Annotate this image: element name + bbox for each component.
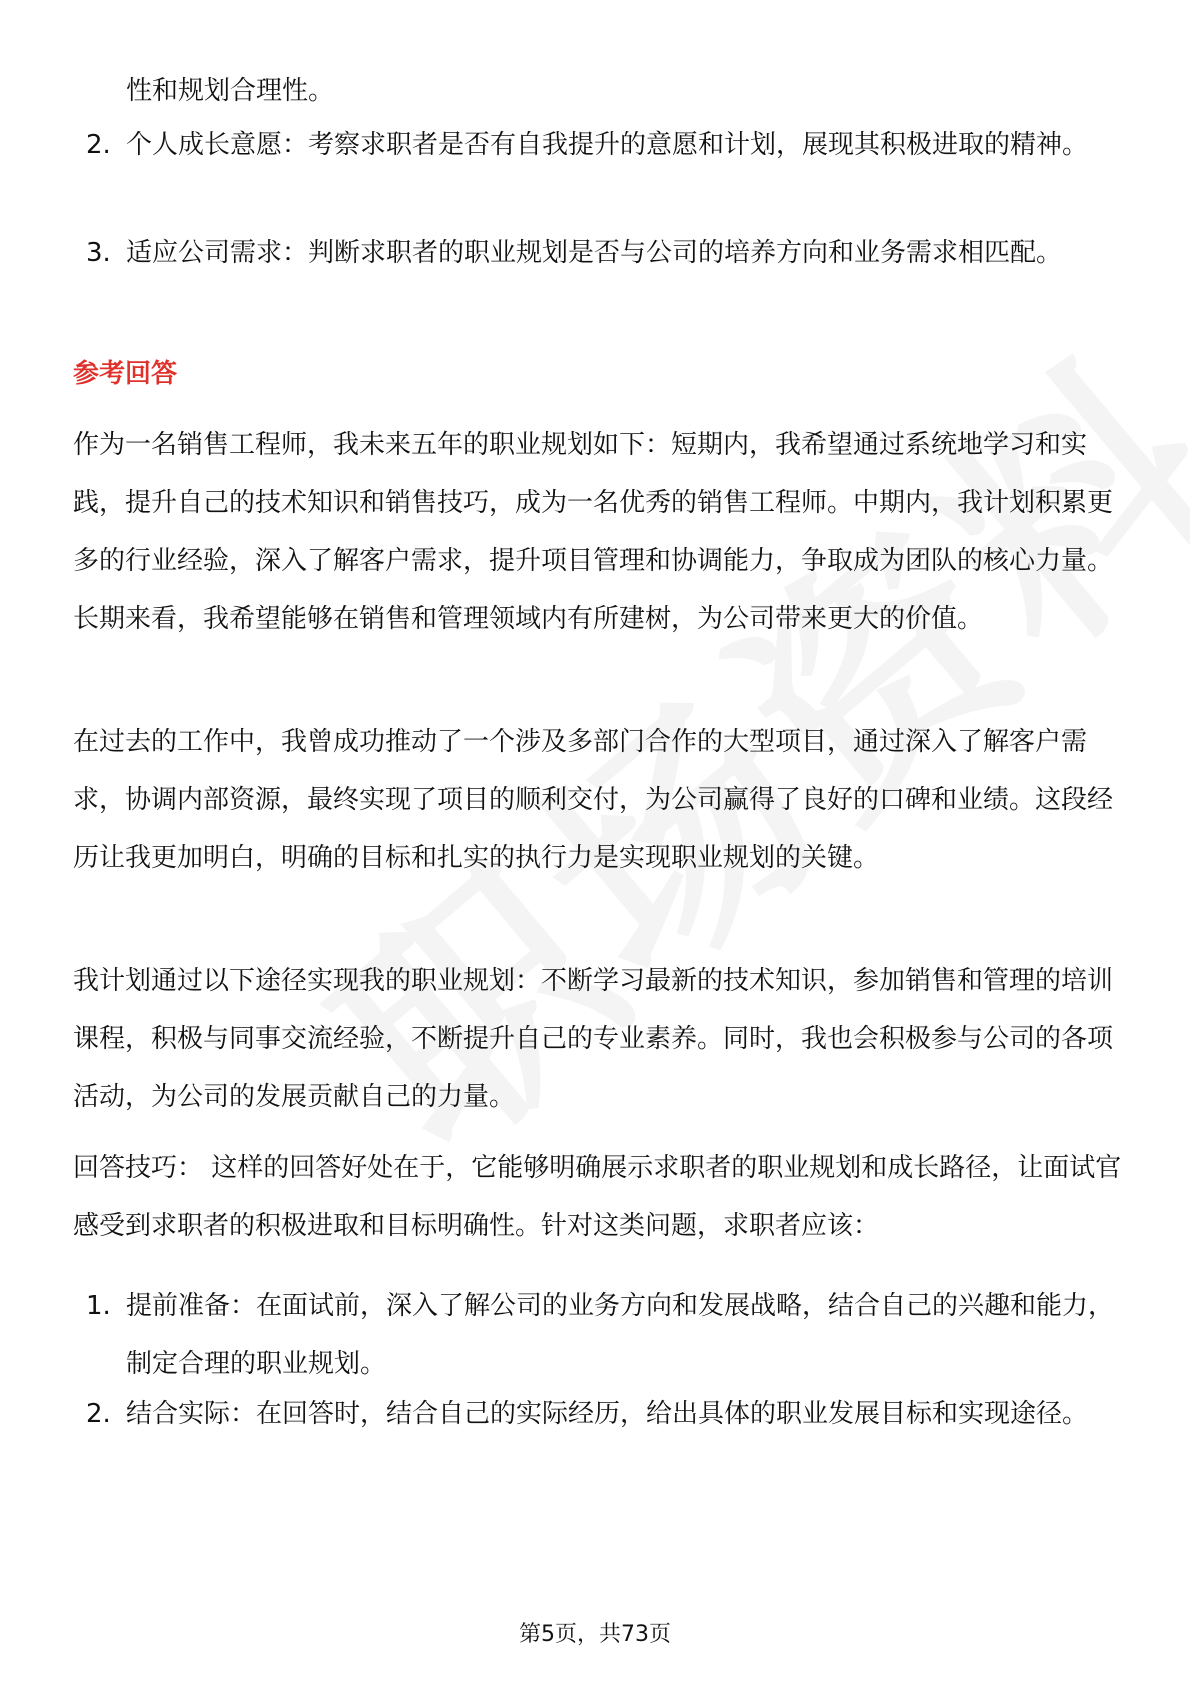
list-number: 2.	[86, 1399, 111, 1429]
list-text: 个人成长意愿：考察求职者是否有自我提升的意愿和计划，展现其积极进取的精神。	[126, 130, 1089, 160]
list-item-continuation: 性和规划合理性。	[126, 76, 335, 106]
paragraph: 我计划通过以下途径实现我的职业规划：不断学习最新的技术知识，参加销售和管理的培训课程，积极与同事交流经验，不断提升自己的专业素养。同时，我也会积极参与公司的各项活动，为公司的发展贡献自己的力量。	[73, 966, 1114, 1112]
list-item	[86, 1277, 1126, 1393]
paragraph: 回答技巧： 这样的回答好处在于，它能够明确展示求职者的职业规划和成长路径，让面试官感受到求职者的积极进取和目标明确性。针对这类问题，求职者应该：	[73, 1153, 1122, 1241]
paragraph: 作为一名销售工程师，我未来五年的职业规划如下：短期内，我希望通过系统地学习和实践，提升自己的技术知识和销售技巧，成为一名优秀的销售工程师。中期内，我计划积累更多的行业经验，深入了解客户需求，提升项目管理和协调能力，争取成为团队的核心力量。长期来看，我希望能够在销售和管理领域内有所建树，为公司带来更大的价值。	[73, 430, 1114, 634]
list-text: 结合实际：在回答时，结合自己的实际经历，给出具体的职业发展目标和实现途径。	[126, 1399, 1089, 1429]
list-number: 2.	[86, 130, 111, 160]
paragraph: 在过去的工作中，我曾成功推动了一个涉及多部门合作的大型项目，通过深入了解客户需求，协调内部资源，最终实现了项目的顺利交付，为公司赢得了良好的口碑和业绩。这段经历让我更加明白，明确的目标和扎实的执行力是实现职业规划的关键。	[73, 727, 1114, 873]
section-heading: 参考回答	[73, 359, 178, 389]
list-number: 3.	[86, 238, 111, 268]
list-number: 1.	[86, 1291, 111, 1321]
list-text: 适应公司需求：判断求职者的职业规划是否与公司的培养方向和业务需求相匹配。	[126, 238, 1063, 268]
page-number: 第5页，共73页	[519, 1622, 671, 1647]
list-item	[86, 116, 1126, 174]
list-item	[86, 1385, 1126, 1443]
list-item	[86, 224, 1126, 282]
list-text: 提前准备：在面试前，深入了解公司的业务方向和发展战略，结合自己的兴趣和能力，制定合理的职业规划。	[126, 1291, 1115, 1379]
